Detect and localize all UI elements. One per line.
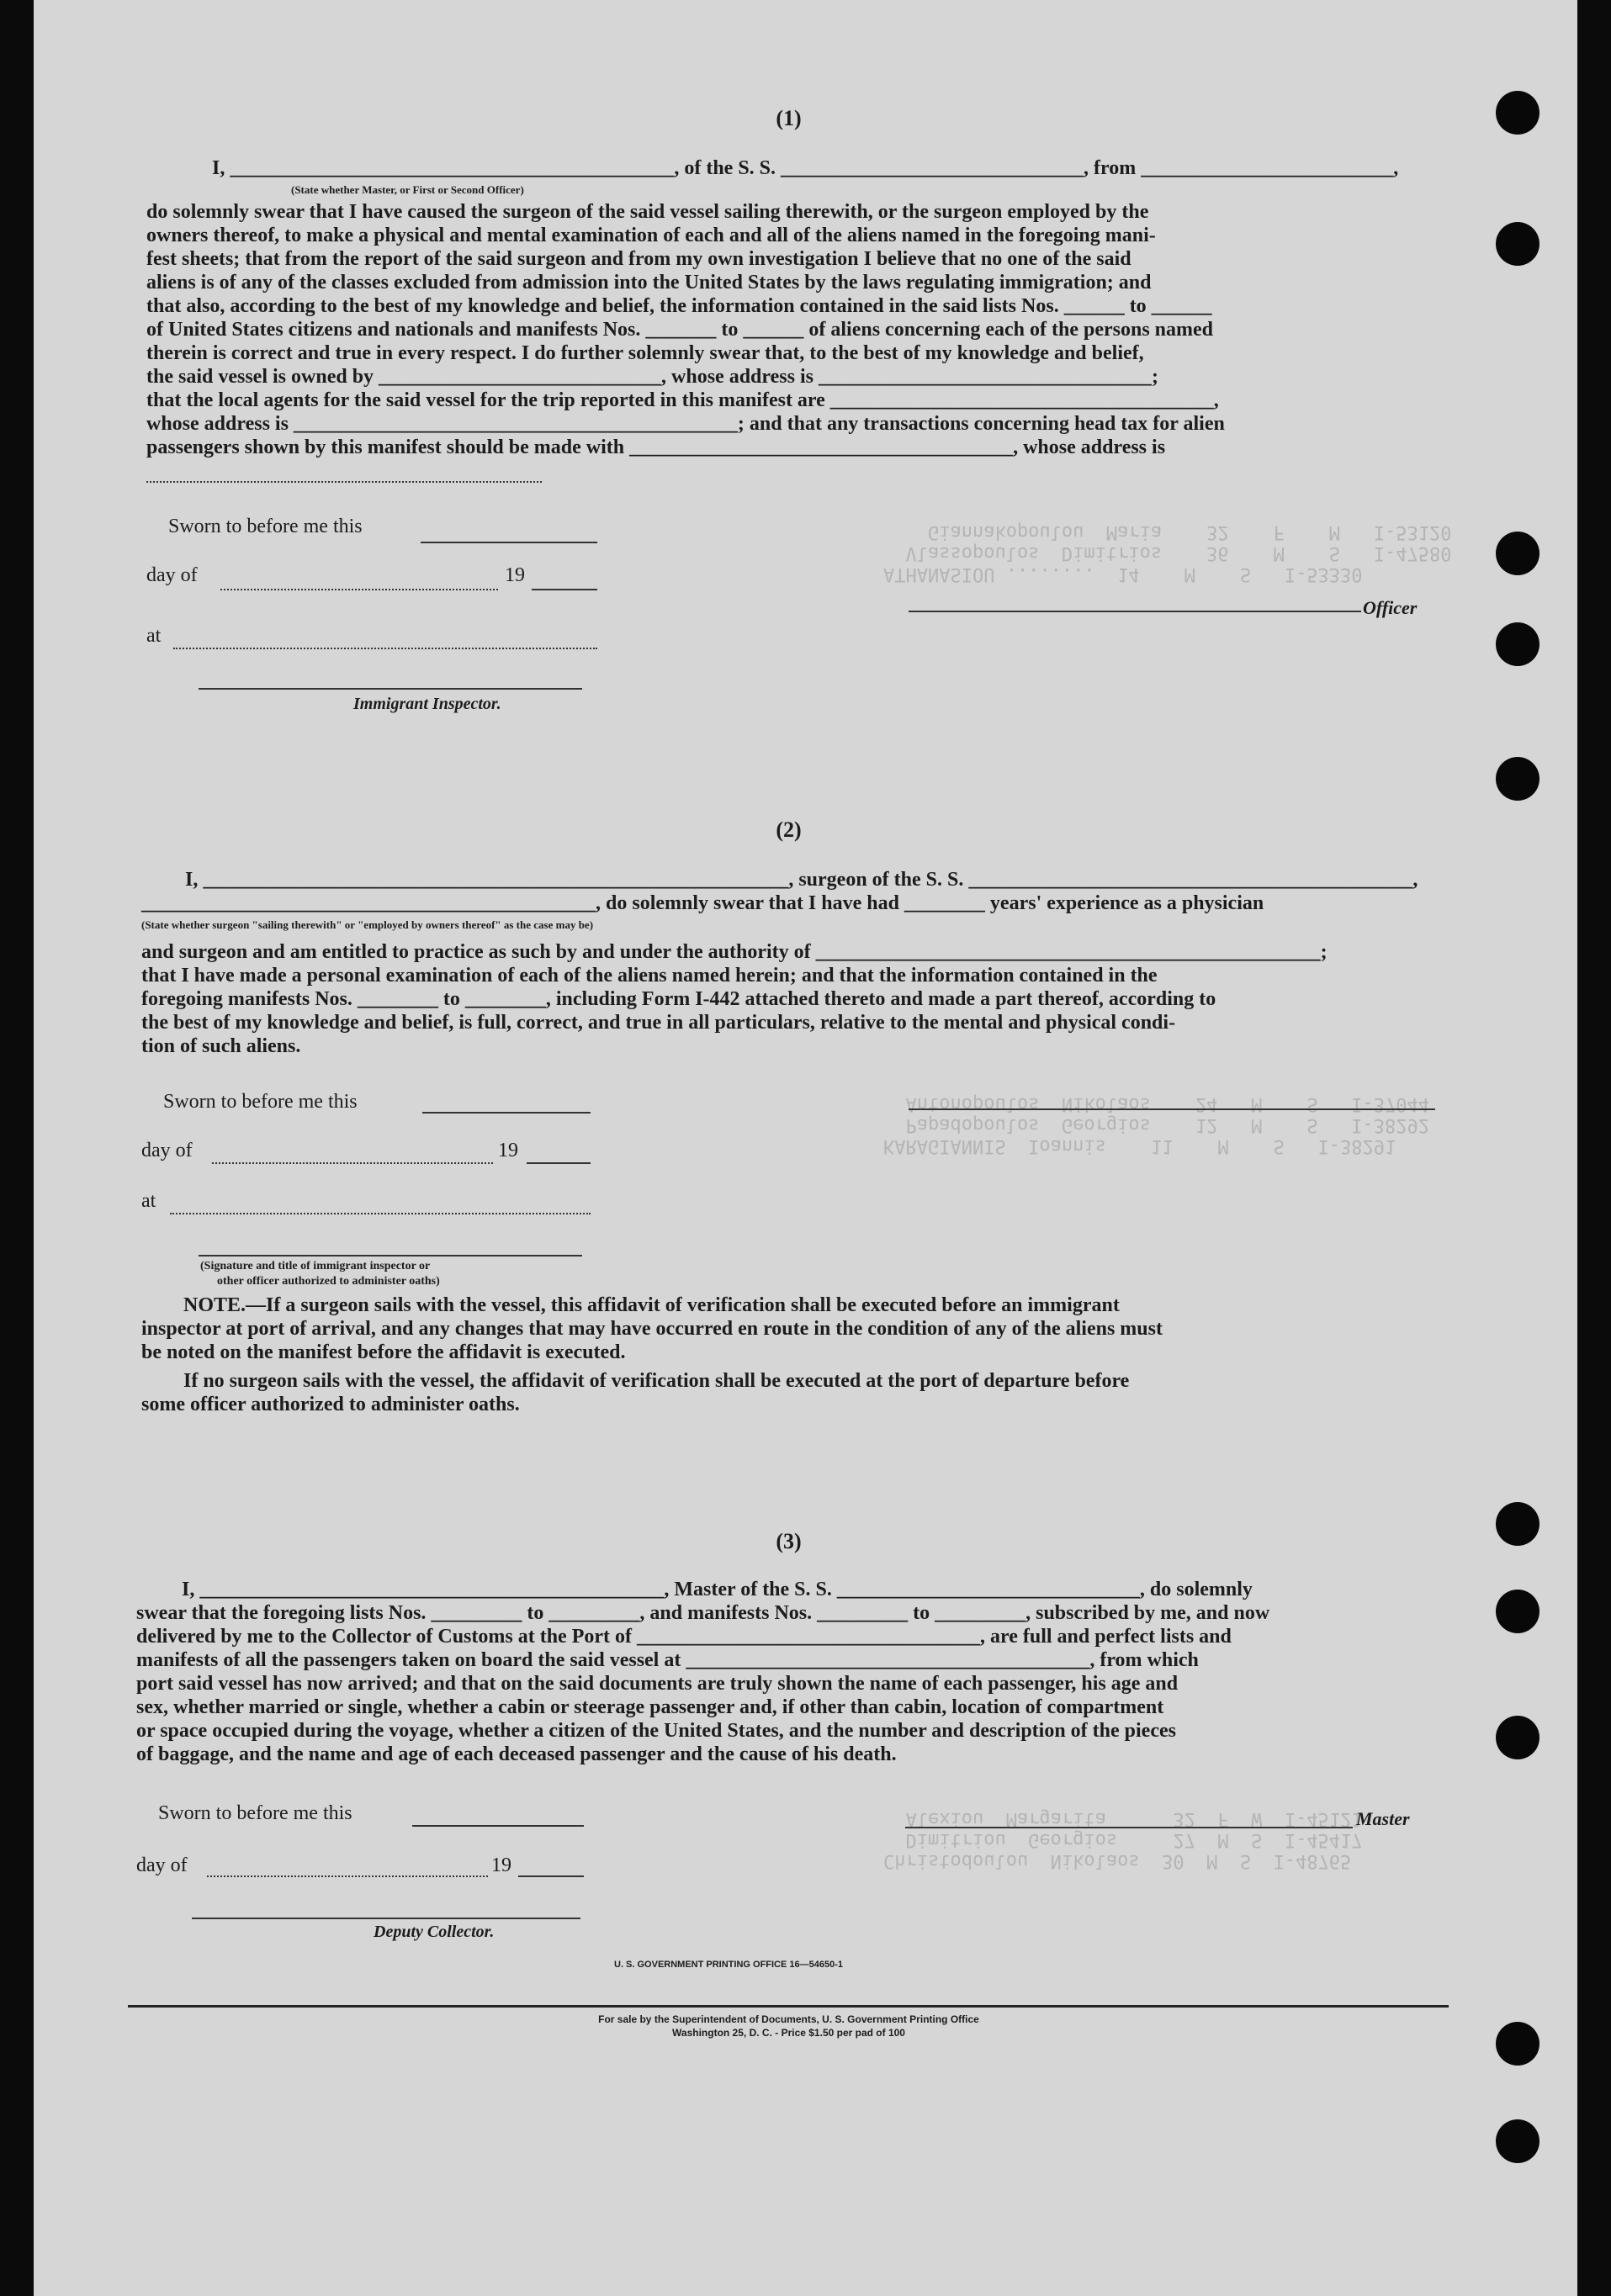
section-1-line: owners thereof, to make a physical and mental examination of each and all of the aliens named in the foregoing mani- xyxy=(146,225,1156,246)
section-3-line: sex, whether married or single, whether a cabin or steerage passenger and, if other than cabin, location of compartment xyxy=(136,1696,1164,1718)
section-1-line: therein is correct and true in every respect. I do further solemnly swear that, to the best of my knowledge and belief, xyxy=(146,342,1144,364)
punch-hole xyxy=(1496,757,1539,801)
section-2-line: tion of such aliens. xyxy=(141,1035,301,1057)
section-2-line: that I have made a personal examination of each of the aliens named herein; and that the information contained in the xyxy=(141,965,1158,987)
at-line xyxy=(173,648,597,649)
sworn-label: Sworn to before me this xyxy=(163,1091,358,1113)
punch-hole xyxy=(1496,622,1539,666)
footer-rule xyxy=(128,2005,1449,2008)
collector-signature-line xyxy=(192,1918,580,1919)
inspector-signature-line xyxy=(199,1255,582,1256)
section-1-line: fest sheets; that from the report of the said surgeon and from my own investigation I believe that no one of the said xyxy=(146,248,1131,270)
section-1-line: the said vessel is owned by ____________________________, whose address is _________________________________; xyxy=(146,366,1158,388)
section-1-line: whose address is ____________________________________________; and that any transactions concerning head tax for alien xyxy=(146,413,1225,435)
year-prefix: 19 xyxy=(498,1140,518,1161)
blank-line xyxy=(146,481,542,483)
signature-note: other officer authorized to administer oaths) xyxy=(217,1275,440,1288)
sworn-label: Sworn to before me this xyxy=(168,516,363,537)
bleed-through-text: Christodoulou Nikolaos 30 M S I-48765 Dimitriou Georgios 27 M S I-45417 Alexiou Margarita 32 F W I-45121 xyxy=(883,1808,1363,1871)
year-prefix: 19 xyxy=(505,564,525,586)
inspector-signature-line xyxy=(199,688,582,690)
section-1-line: passengers shown by this manifest should be made with ______________________________________, whose address is xyxy=(146,436,1166,458)
at-label: at xyxy=(146,625,162,647)
note-line: some officer authorized to administer oaths. xyxy=(141,1394,520,1415)
section-1-line: that the local agents for the said vessel for the trip reported in this manifest are ______________________________________, xyxy=(146,389,1219,411)
day-of-line xyxy=(212,1162,493,1164)
year-line xyxy=(532,589,597,590)
sworn-date-line xyxy=(412,1825,584,1827)
bleed-through-text: ATHANASIOU ........ 14 M S I-53330 Vlassopoulos Dimitrios 36 M S I-47580 Giannakopoulou Maria 32 F M I-53120 xyxy=(883,521,1452,585)
day-of-line xyxy=(207,1875,488,1877)
section-3-line: of baggage, and the name and age of each deceased passenger and the cause of his death. xyxy=(136,1743,897,1765)
year-line xyxy=(527,1162,591,1164)
sworn-label: Sworn to before me this xyxy=(158,1802,352,1824)
footer-line-1: For sale by the Superintendent of Documents, U. S. Government Printing Office xyxy=(598,2013,979,2025)
section-3-line: or space occupied during the voyage, whether a citizen of the United States, and the number and description of the pieces xyxy=(136,1720,1176,1742)
footer-line-2: Washington 25, D. C. - Price $1.50 per pad of 100 xyxy=(672,2027,905,2039)
printing-office: U. S. GOVERNMENT PRINTING OFFICE 16—54650-1 xyxy=(614,1960,844,1970)
section-3-line: I, ______________________________________________, Master of the S. S. ______________________________, do solemnly xyxy=(182,1579,1253,1600)
section-2-line: I, __________________________________________________________, surgeon of the S. S. ____________________________________________, xyxy=(185,869,1418,891)
punch-hole xyxy=(1496,222,1539,266)
year-prefix: 19 xyxy=(491,1854,511,1876)
note-line: inspector at port of arrival, and any changes that may have occurred en route in the condition of any of the aliens must xyxy=(141,1318,1163,1340)
bleed-through-text: KARAGIANNIS Ioannis 11 M S I-38291 Papadopoulos Georgios 12 M S I-38292 Antonopoulos Nikolaos 24 M S I-37044 xyxy=(883,1093,1430,1156)
note-line: NOTE.—If a surgeon sails with the vessel, this affidavit of verification shall be executed before an immigrant xyxy=(183,1294,1120,1316)
punch-hole xyxy=(1496,1716,1539,1759)
signature-note: (Signature and title of immigrant inspector or xyxy=(200,1260,431,1272)
at-line xyxy=(170,1213,591,1214)
punch-hole xyxy=(1496,2119,1539,2163)
day-of-label: day of xyxy=(146,564,198,586)
sworn-date-line xyxy=(421,542,597,543)
section-3-line: delivered by me to the Collector of Customs at the Port of __________________________________, are full and perfect lists and xyxy=(136,1626,1232,1648)
day-of-label: day of xyxy=(141,1140,193,1161)
at-label: at xyxy=(141,1190,156,1212)
section-2-number: (2) xyxy=(776,817,802,842)
day-of-line xyxy=(220,589,498,590)
officer-signature-line xyxy=(909,611,1361,612)
note-line: If no surgeon sails with the vessel, the affidavit of verification shall be executed at the port of departure before xyxy=(183,1370,1130,1392)
inspector-label: Immigrant Inspector. xyxy=(353,695,501,713)
section-3-line: swear that the foregoing lists Nos. _________ to _________, and manifests Nos. _________ to _________, subscribed by me, and now xyxy=(136,1602,1270,1624)
section-1-line: of United States citizens and nationals and manifests Nos. _______ to ______ of aliens concerning each of the persons named xyxy=(146,319,1214,341)
year-line xyxy=(518,1875,584,1877)
day-of-label: day of xyxy=(136,1854,188,1876)
surgeon-note: (State whether surgeon "sailing therewith" or "employed by owners thereof" as the case may be) xyxy=(141,918,594,931)
section-1-number: (1) xyxy=(776,106,802,130)
punch-hole xyxy=(1496,532,1539,575)
section-3-number: (3) xyxy=(776,1529,802,1553)
section-1-line: that also, according to the best of my knowledge and belief, the information contained in the said lists Nos. ______ to ______ xyxy=(146,295,1212,317)
section-1-line: aliens is of any of the classes excluded from admission into the United States by the laws regulating immigration; and xyxy=(146,272,1152,294)
collector-label: Deputy Collector. xyxy=(374,1923,495,1941)
section-2-line: _____________________________________________, do solemnly swear that I have had ________ years' experience as a physician xyxy=(141,892,1264,914)
section-3-line: manifests of all the passengers taken on board the said vessel at ________________________________________, from which xyxy=(136,1649,1199,1671)
note-line: be noted on the manifest before the affidavit is executed. xyxy=(141,1341,626,1363)
officer-label: Officer xyxy=(1363,597,1418,618)
signature-line xyxy=(909,1108,1435,1110)
master-signature-line xyxy=(905,1827,1353,1828)
officer-note: (State whether Master, or First or Second Officer) xyxy=(291,183,524,196)
master-label: Master xyxy=(1356,1808,1410,1829)
sworn-date-line xyxy=(422,1112,591,1114)
section-1-line: do solemnly swear that I have caused the surgeon of the said vessel sailing therewith, or the surgeon employed by the xyxy=(146,201,1149,223)
section-3-line: port said vessel has now arrived; and that on the said documents are truly shown the name of each passenger, his age and xyxy=(136,1673,1179,1695)
manifest-back-page xyxy=(34,0,1577,2296)
section-2-line: foregoing manifests Nos. ________ to ________, including Form I-442 attached thereto and made a part thereof, according to xyxy=(141,988,1216,1010)
punch-hole xyxy=(1496,1590,1539,1633)
section-2-line: the best of my knowledge and belief, is full, correct, and true in all particulars, relative to the mental and physical condi- xyxy=(141,1012,1176,1034)
section-2-line: and surgeon and am entitled to practice as such by and under the authority of __________________________________________________; xyxy=(141,941,1327,963)
section-1-line: I, ____________________________________________, of the S. S. ______________________________, from _________________________, xyxy=(212,157,1399,179)
